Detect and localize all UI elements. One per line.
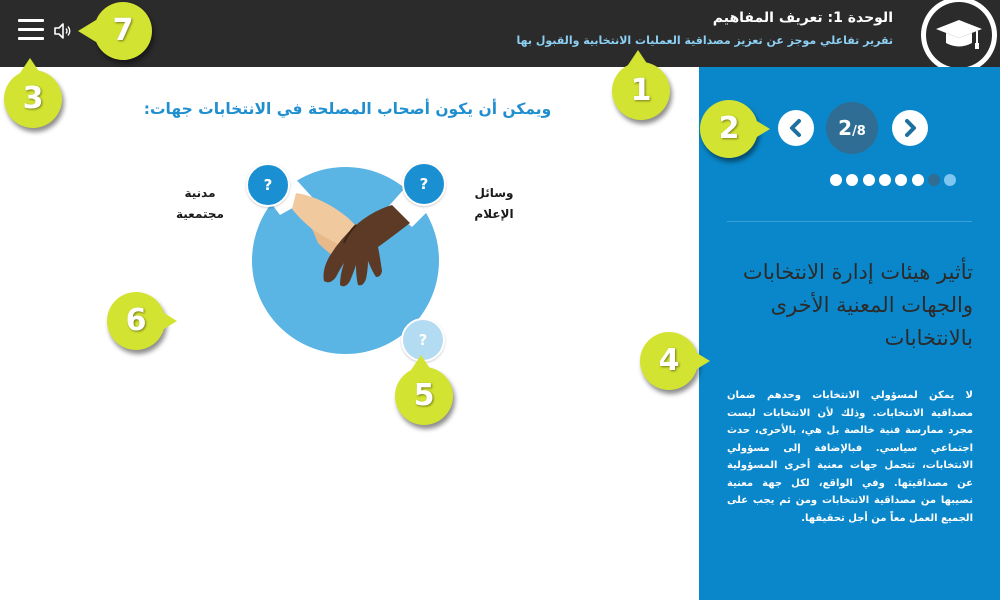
page-dot[interactable]: [830, 174, 842, 186]
page-dot[interactable]: [944, 174, 956, 186]
callout-badge: [94, 2, 152, 60]
current-page: 2: [838, 116, 853, 140]
next-page-button[interactable]: [892, 110, 928, 146]
callout-badge: [640, 332, 698, 390]
callout-badge: [612, 62, 670, 120]
page-dot[interactable]: [863, 174, 875, 186]
label-media: وسائل الإعلام: [474, 186, 514, 221]
sound-button[interactable]: [53, 22, 73, 40]
hotspot-media[interactable]: ?: [402, 162, 446, 206]
hotspot-locked[interactable]: ?: [401, 318, 445, 362]
callout-number: 5: [413, 378, 435, 413]
total-pages: /8: [852, 124, 866, 139]
menu-icon-bar: [18, 28, 44, 31]
callout-badge: [700, 100, 758, 158]
hotspot-civil-society[interactable]: ?: [246, 163, 290, 207]
course-logo: [921, 0, 997, 73]
callout-number: 4: [658, 343, 680, 378]
page-dot[interactable]: [879, 174, 891, 186]
menu-icon: [18, 19, 44, 22]
label-civil-society: مدنية مجتمعية: [176, 186, 224, 221]
sidebar-title: تأثير هيئات إدارة الانتخابات والجهات المعنية الأخرى بالانتخابات: [742, 260, 973, 350]
main-heading: ويمكن أن يكون أصحاب المصلحة في الانتخابات جهات:: [143, 100, 552, 118]
callout-number: 1: [630, 73, 652, 108]
unit-subtitle: تقرير تفاعلي موجز عن تعزيز مصداقية العمليات الانتخابية والقبول بها: [516, 34, 893, 47]
graduation-cap-icon: [926, 2, 992, 68]
callout-number: 6: [125, 303, 147, 338]
callout-number: 7: [112, 13, 134, 48]
page-indicator: [826, 102, 878, 154]
menu-button[interactable]: [18, 19, 44, 41]
menu-icon-bar: [18, 37, 44, 40]
callout-badge: [4, 70, 62, 128]
page-dot[interactable]: [928, 174, 940, 186]
page-dot[interactable]: [912, 174, 924, 186]
callout-number: 3: [22, 81, 44, 116]
chevron-left-icon: [778, 110, 814, 146]
callout-badge: [107, 292, 165, 350]
prev-page-button[interactable]: [778, 110, 814, 146]
unit-title: الوحدة 1: تعريف المفاهيم: [712, 10, 893, 26]
callout-number: 2: [718, 111, 740, 146]
sidebar-body: لا يمكن لمسؤولي الانتخابات وحدهم ضمان مصداقية الانتخابات. وذلك لأن الانتخابات ليست مجرد ممارسة فنية خالصة بل هي، بالأحرى، حدث اجتماعي سياسي. فبالإضافة إلى مسؤولي الانتخابات، تتحمل جهات معنية أخرى المسؤولية عن مصداقيتها. وفي الواقع، لكل جهة معنية نصيبها من مصداقية الانتخابات ومن ثم يجب على الجميع العمل معاً من أجل تحقيقها.: [727, 390, 973, 524]
sidebar-divider: [727, 221, 972, 222]
chevron-right-icon: [892, 110, 928, 146]
callout-badge: [395, 367, 453, 425]
speaker-icon: [53, 22, 73, 40]
